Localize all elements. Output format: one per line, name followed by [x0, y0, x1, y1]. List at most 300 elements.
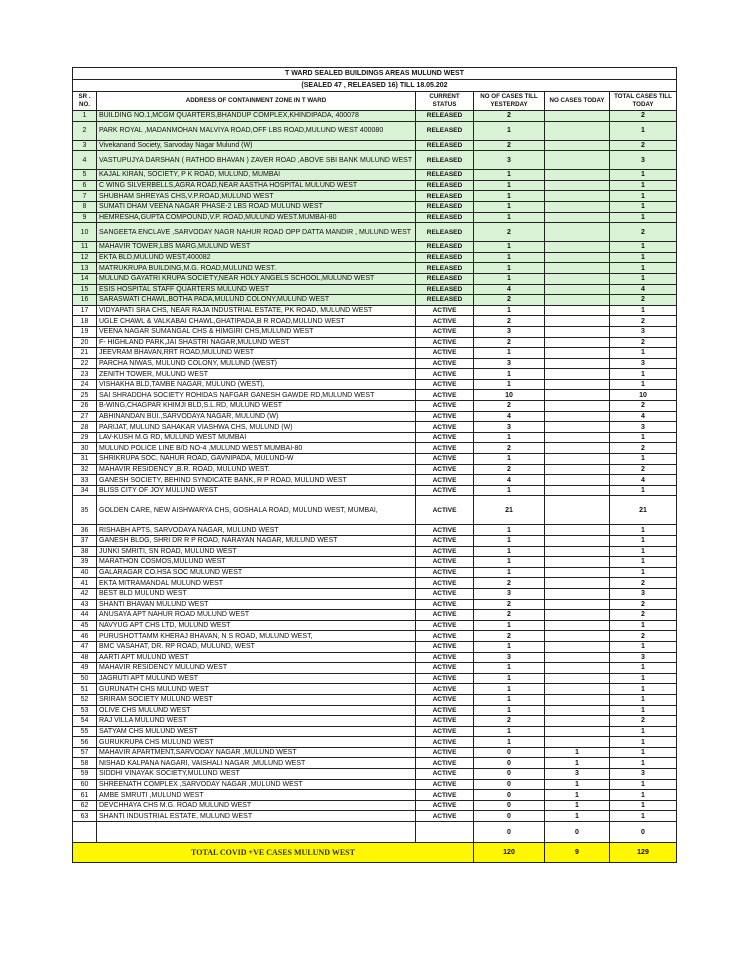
- row-sr-no: 23: [73, 369, 97, 380]
- row-sr-no: 56: [73, 737, 97, 748]
- row-total-cases: 1: [610, 454, 677, 465]
- row-sr-no: 12: [73, 252, 97, 263]
- row-total-cases: 2: [610, 610, 677, 621]
- row-total-cases: 1: [610, 737, 677, 748]
- blank-row: [73, 822, 677, 843]
- row-status: ACTIVE: [416, 567, 474, 578]
- row-address: SHUBHAM SHREYAS CHS,V.P.ROAD,MULUND WEST: [97, 191, 416, 202]
- row-status: ACTIVE: [416, 694, 474, 705]
- row-address: LAV-KUSH M.G RD, MULUND WEST MUMBAI: [97, 432, 416, 443]
- row-total-cases: 1: [610, 212, 677, 223]
- row-total-cases: 1: [610, 790, 677, 801]
- row-cases-today: [545, 716, 610, 727]
- row-total-cases: 2: [610, 464, 677, 475]
- row-address: MULUND POLICE LINE B/D NO-4 ,MULUND WEST MUMBAI-80: [97, 443, 416, 454]
- table-row: [73, 212, 677, 223]
- row-cases-yesterday: 3: [474, 422, 545, 433]
- row-sr-no: 36: [73, 525, 97, 536]
- row-address: AARTI APT MULUND WEST: [97, 652, 416, 663]
- row-total-cases: 2: [610, 295, 677, 306]
- row-sr-no: 45: [73, 620, 97, 631]
- row-total-cases: 3: [610, 769, 677, 780]
- row-cases-today: [545, 684, 610, 695]
- row-cases-today: [545, 464, 610, 475]
- row-address: RAJ VILLA MULUND WEST: [97, 716, 416, 727]
- row-cases-today: [545, 401, 610, 412]
- row-address: SHRIKRUPA SOC, NAHUR ROAD, GAVNIPADA, MULUND-W: [97, 454, 416, 465]
- table-row: [73, 422, 677, 433]
- row-cases-today: [545, 348, 610, 359]
- row-sr-no: 3: [73, 140, 97, 151]
- row-address: VISHAKHA BLD,TAMBE NAGAR, MULUND (WEST),: [97, 379, 416, 390]
- row-cases-yesterday: 1: [474, 673, 545, 684]
- row-cases-today: [545, 151, 610, 170]
- blank-address: [97, 822, 416, 843]
- row-total-cases: 2: [610, 316, 677, 327]
- row-cases-today: [545, 422, 610, 433]
- total-label: TOTAL COVID +VE CASES MULUND WEST: [73, 843, 474, 863]
- row-sr-no: 28: [73, 422, 97, 433]
- row-cases-today: [545, 536, 610, 547]
- row-cases-today: [545, 443, 610, 454]
- row-total-cases: 1: [610, 432, 677, 443]
- row-sr-no: 41: [73, 578, 97, 589]
- row-cases-today: 1: [545, 790, 610, 801]
- row-status: ACTIVE: [416, 475, 474, 486]
- row-status: RELEASED: [416, 295, 474, 306]
- row-address: GURUNATH CHS MULUND WEST: [97, 684, 416, 695]
- row-total-cases: 2: [610, 578, 677, 589]
- row-total-cases: 1: [610, 758, 677, 769]
- row-cases-yesterday: 4: [474, 475, 545, 486]
- row-sr-no: 33: [73, 475, 97, 486]
- row-total-cases: 1: [610, 620, 677, 631]
- row-cases-yesterday: 1: [474, 485, 545, 496]
- row-address: BLISS CITY OF JOY MULUND WEST: [97, 485, 416, 496]
- row-cases-today: [545, 201, 610, 212]
- row-total-cases: 1: [610, 641, 677, 652]
- row-total-cases: 1: [610, 263, 677, 274]
- row-address: ZENITH TOWER, MULUND WEST: [97, 369, 416, 380]
- header-total-cases: TOTAL CASES TILL TODAY: [610, 92, 677, 111]
- row-status: ACTIVE: [416, 716, 474, 727]
- row-total-cases: 1: [610, 252, 677, 263]
- table-row: [73, 348, 677, 359]
- containment-zone-table: [72, 67, 677, 863]
- row-status: RELEASED: [416, 140, 474, 151]
- row-address: BEST BLD MULUND WEST: [97, 588, 416, 599]
- table-row: [73, 111, 677, 122]
- header-address: ADDRESS OF CONTAINMENT ZONE IN T WARD: [97, 92, 416, 111]
- row-cases-today: [545, 252, 610, 263]
- row-status: ACTIVE: [416, 673, 474, 684]
- row-cases-today: 3: [545, 769, 610, 780]
- table-row: [73, 191, 677, 202]
- row-status: ACTIVE: [416, 779, 474, 790]
- row-status: ACTIVE: [416, 652, 474, 663]
- row-status: ACTIVE: [416, 443, 474, 454]
- row-address: JEEVRAM BHAVAN,RRT ROAD,MULUND WEST: [97, 348, 416, 359]
- row-cases-today: [545, 610, 610, 621]
- row-cases-yesterday: 1: [474, 252, 545, 263]
- row-total-cases: 1: [610, 726, 677, 737]
- row-address: GANESH SOCIETY, BEHIND SYNDICATE BANK, R P ROAD, MULUND WEST: [97, 475, 416, 486]
- table-row: [73, 811, 677, 822]
- row-address: SAI SHRADDHA SOCIETY ROHIDAS NAFGAR GANESH GAWDE RD,MULUND WEST: [97, 390, 416, 401]
- row-total-cases: 21: [610, 496, 677, 525]
- row-total-cases: 1: [610, 694, 677, 705]
- row-status: ACTIVE: [416, 496, 474, 525]
- row-address: PURUSHOTTAMM KHERAJ BHAVAN, N S ROAD, MULUND WEST,: [97, 631, 416, 642]
- row-sr-no: 20: [73, 337, 97, 348]
- header-status: CURRENT STATUS: [416, 92, 474, 111]
- row-sr-no: 5: [73, 170, 97, 181]
- table-row: [73, 769, 677, 780]
- row-total-cases: 1: [610, 567, 677, 578]
- row-cases-yesterday: 3: [474, 151, 545, 170]
- total-cases-till-today: 129: [610, 843, 677, 863]
- table-row: [73, 151, 677, 170]
- row-sr-no: 24: [73, 379, 97, 390]
- row-total-cases: 1: [610, 779, 677, 790]
- row-address: SHANTI INDUSTRIAL ESTATE, MULUND WEST: [97, 811, 416, 822]
- header-sr-no: SR . NO.: [73, 92, 97, 111]
- row-sr-no: 63: [73, 811, 97, 822]
- row-cases-today: 1: [545, 779, 610, 790]
- row-cases-yesterday: 1: [474, 170, 545, 181]
- row-cases-yesterday: 2: [474, 295, 545, 306]
- row-status: ACTIVE: [416, 578, 474, 589]
- table-row: [73, 705, 677, 716]
- row-address: MAHAVIR TOWER,LBS MARG,MULUND WEST: [97, 242, 416, 253]
- row-sr-no: 21: [73, 348, 97, 359]
- row-total-cases: 3: [610, 422, 677, 433]
- row-cases-yesterday: 1: [474, 737, 545, 748]
- row-cases-yesterday: 1: [474, 726, 545, 737]
- row-total-cases: 1: [610, 747, 677, 758]
- row-status: ACTIVE: [416, 758, 474, 769]
- row-status: ACTIVE: [416, 631, 474, 642]
- row-total-cases: 1: [610, 369, 677, 380]
- row-address: B-WING,CHAGPAR KHIMJI BLD,S.L.RD, MULUND WEST: [97, 401, 416, 412]
- row-cases-today: [545, 212, 610, 223]
- row-total-cases: 2: [610, 716, 677, 727]
- row-address: VIDYAPATI SRA CHS, NEAR RAJA INDUSTRIAL ESTATE, PK ROAD, MULUND WEST: [97, 305, 416, 316]
- row-cases-today: [545, 567, 610, 578]
- row-status: RELEASED: [416, 121, 474, 140]
- table-row: [73, 485, 677, 496]
- row-sr-no: 62: [73, 800, 97, 811]
- table-row: [73, 747, 677, 758]
- table-row: [73, 379, 677, 390]
- row-address: HEMRESHA,GUPTA COMPOUND,V.P. ROAD,MULUND WEST.MUMBAI-80: [97, 212, 416, 223]
- row-status: ACTIVE: [416, 390, 474, 401]
- row-cases-yesterday: 2: [474, 316, 545, 327]
- row-address: RISHABH APTS, SARVODAYA NAGAR, MULUND WEST: [97, 525, 416, 536]
- row-cases-today: [545, 641, 610, 652]
- row-cases-yesterday: 1: [474, 663, 545, 674]
- row-status: ACTIVE: [416, 422, 474, 433]
- row-cases-yesterday: 1: [474, 369, 545, 380]
- row-address: C WING SILVERBELLS,AGRA ROAD,NEAR AASTHA HOSPITAL MULUND WEST: [97, 180, 416, 191]
- row-sr-no: 35: [73, 496, 97, 525]
- row-address: UGLE CHAWL & VALKABAI CHAWL,GHATIPADA,B R ROAD,MULUND WEST: [97, 316, 416, 327]
- row-cases-yesterday: 2: [474, 599, 545, 610]
- row-address: ANUSAYA APT NAHUR ROAD MULUND WEST: [97, 610, 416, 621]
- row-sr-no: 7: [73, 191, 97, 202]
- row-cases-today: [545, 305, 610, 316]
- row-address: PARK ROYAL ,MADANMOHAN MALVIYA ROAD,OFF LBS ROAD,MULUND WEST 400080: [97, 121, 416, 140]
- table-row: [73, 140, 677, 151]
- row-address: GANESH BLDG, SHRI DR R P ROAD, NARAYAN NAGAR, MULUND WEST: [97, 536, 416, 547]
- table-row: [73, 201, 677, 212]
- row-total-cases: 1: [610, 684, 677, 695]
- row-cases-yesterday: 1: [474, 694, 545, 705]
- row-status: RELEASED: [416, 242, 474, 253]
- table-row: [73, 305, 677, 316]
- row-total-cases: 1: [610, 180, 677, 191]
- row-total-cases: 1: [610, 242, 677, 253]
- row-cases-today: [545, 432, 610, 443]
- row-sr-no: 58: [73, 758, 97, 769]
- header-cases-today: NO CASES TODAY: [545, 92, 610, 111]
- row-status: RELEASED: [416, 191, 474, 202]
- row-address: EKTA BLD,MULUND WEST,400082: [97, 252, 416, 263]
- row-status: ACTIVE: [416, 358, 474, 369]
- row-total-cases: 2: [610, 631, 677, 642]
- row-cases-yesterday: 1: [474, 121, 545, 140]
- table-row: [73, 652, 677, 663]
- row-cases-today: [545, 620, 610, 631]
- row-cases-yesterday: 3: [474, 652, 545, 663]
- row-address: GALARAGAR CO.HSA SOC MULUND WEST: [97, 567, 416, 578]
- row-address: OLIVE CHS MULUND WEST: [97, 705, 416, 716]
- row-cases-yesterday: 0: [474, 747, 545, 758]
- row-sr-no: 44: [73, 610, 97, 621]
- row-sr-no: 32: [73, 464, 97, 475]
- row-address: JUNKI SMRITI, SN ROAD, MULUND WEST: [97, 546, 416, 557]
- row-total-cases: 1: [610, 673, 677, 684]
- row-address: GOLDEN CARE, NEW AISHWARYA CHS, GOSHALA ROAD, MULUND WEST, MUMBAI,: [97, 496, 416, 525]
- row-address: ABHINANDAN BUI.,SARVODAYA NAGAR, MULUND (W): [97, 411, 416, 422]
- row-cases-yesterday: 3: [474, 358, 545, 369]
- row-status: ACTIVE: [416, 663, 474, 674]
- row-status: ACTIVE: [416, 557, 474, 568]
- table-row: [73, 620, 677, 631]
- row-address: PARIJAT, MULUND SAHAKAR VIASHWA CHS, MULUND (W): [97, 422, 416, 433]
- row-cases-today: [545, 316, 610, 327]
- row-status: RELEASED: [416, 201, 474, 212]
- row-total-cases: 1: [610, 201, 677, 212]
- row-sr-no: 18: [73, 316, 97, 327]
- row-cases-today: [545, 379, 610, 390]
- row-address: BUILDING NO.1,MCGM QUARTERS,BHANDUP COMPLEX,KHINDIPADA, 400078: [97, 111, 416, 122]
- row-cases-yesterday: 0: [474, 811, 545, 822]
- row-cases-yesterday: 0: [474, 769, 545, 780]
- row-cases-yesterday: 1: [474, 546, 545, 557]
- row-cases-yesterday: 1: [474, 201, 545, 212]
- row-total-cases: 1: [610, 800, 677, 811]
- total-row: [73, 843, 677, 863]
- row-sr-no: 13: [73, 263, 97, 274]
- row-status: RELEASED: [416, 170, 474, 181]
- row-cases-yesterday: 2: [474, 631, 545, 642]
- row-cases-yesterday: 2: [474, 140, 545, 151]
- row-address: MARATHON COSMOS,MULUND WEST: [97, 557, 416, 568]
- table-row: [73, 284, 677, 295]
- row-sr-no: 49: [73, 663, 97, 674]
- row-cases-yesterday: 2: [474, 578, 545, 589]
- table-row: [73, 496, 677, 525]
- row-cases-today: [545, 663, 610, 674]
- row-total-cases: 2: [610, 401, 677, 412]
- row-status: ACTIVE: [416, 379, 474, 390]
- row-sr-no: 25: [73, 390, 97, 401]
- row-cases-today: [545, 525, 610, 536]
- row-total-cases: 3: [610, 588, 677, 599]
- table-row: [73, 273, 677, 284]
- row-sr-no: 14: [73, 273, 97, 284]
- row-status: ACTIVE: [416, 305, 474, 316]
- row-total-cases: 1: [610, 191, 677, 202]
- blank-cases-today: 0: [545, 822, 610, 843]
- total-cases-yesterday: 120: [474, 843, 545, 863]
- row-address: PARCHA NIWAS, MULUND COLONY, MULUND (WEST): [97, 358, 416, 369]
- row-sr-no: 53: [73, 705, 97, 716]
- row-cases-today: [545, 588, 610, 599]
- row-sr-no: 60: [73, 779, 97, 790]
- row-status: ACTIVE: [416, 536, 474, 547]
- row-status: ACTIVE: [416, 620, 474, 631]
- row-address: Vivekanand Society, Sarvoday Nagar Mulund (W): [97, 140, 416, 151]
- row-total-cases: 1: [610, 170, 677, 181]
- row-status: ACTIVE: [416, 401, 474, 412]
- row-sr-no: 39: [73, 557, 97, 568]
- row-status: ACTIVE: [416, 811, 474, 822]
- row-cases-yesterday: 1: [474, 212, 545, 223]
- row-sr-no: 42: [73, 588, 97, 599]
- row-cases-yesterday: 1: [474, 305, 545, 316]
- row-sr-no: 17: [73, 305, 97, 316]
- row-cases-yesterday: 1: [474, 705, 545, 716]
- row-total-cases: 1: [610, 485, 677, 496]
- table-row: [73, 316, 677, 327]
- blank-total-cases: 0: [610, 822, 677, 843]
- row-status: RELEASED: [416, 111, 474, 122]
- row-cases-yesterday: 10: [474, 390, 545, 401]
- table-row: [73, 295, 677, 306]
- row-address: AMBE SMRUTI ,MULUND WEST: [97, 790, 416, 801]
- table-row: [73, 443, 677, 454]
- row-cases-today: 1: [545, 747, 610, 758]
- table-row: [73, 726, 677, 737]
- row-sr-no: 2: [73, 121, 97, 140]
- row-cases-yesterday: 2: [474, 464, 545, 475]
- row-address: F- HIGHLAND PARK,JAI SHASTRI NAGAR,MULUND WEST: [97, 337, 416, 348]
- row-sr-no: 22: [73, 358, 97, 369]
- row-cases-yesterday: 21: [474, 496, 545, 525]
- row-address: MATRUKRUPA BUILDING,M.G. ROAD,MULUND WEST.: [97, 263, 416, 274]
- row-status: ACTIVE: [416, 737, 474, 748]
- row-cases-today: [545, 242, 610, 253]
- row-total-cases: 1: [610, 557, 677, 568]
- row-sr-no: 54: [73, 716, 97, 727]
- row-cases-today: 1: [545, 758, 610, 769]
- row-status: ACTIVE: [416, 316, 474, 327]
- total-cases-today: 9: [545, 843, 610, 863]
- row-cases-yesterday: 3: [474, 588, 545, 599]
- table-row: [73, 326, 677, 337]
- blank-status: [416, 822, 474, 843]
- row-cases-today: [545, 121, 610, 140]
- row-cases-today: [545, 337, 610, 348]
- row-sr-no: 50: [73, 673, 97, 684]
- row-cases-today: [545, 140, 610, 151]
- table-row: [73, 223, 677, 242]
- row-status: ACTIVE: [416, 432, 474, 443]
- row-sr-no: 48: [73, 652, 97, 663]
- row-status: ACTIVE: [416, 337, 474, 348]
- row-address: DEVCHHAYA CHS M.G. ROAD MULUND WEST: [97, 800, 416, 811]
- row-address: NAVYUG APT CHS LTD, MULUND WEST: [97, 620, 416, 631]
- row-sr-no: 6: [73, 180, 97, 191]
- row-sr-no: 30: [73, 443, 97, 454]
- row-total-cases: 3: [610, 358, 677, 369]
- row-cases-yesterday: 2: [474, 337, 545, 348]
- row-sr-no: 4: [73, 151, 97, 170]
- row-cases-today: [545, 485, 610, 496]
- row-cases-today: [545, 673, 610, 684]
- table-title: T WARD SEALED BUILDINGS AREAS MULUND WEST: [73, 68, 677, 80]
- row-address: SIDDHI VINAYAK SOCIETY,MULUND WEST: [97, 769, 416, 780]
- row-sr-no: 31: [73, 454, 97, 465]
- row-cases-today: [545, 726, 610, 737]
- row-status: ACTIVE: [416, 588, 474, 599]
- row-address: MAHAVIR RESIDENCY MULUND WEST: [97, 663, 416, 674]
- row-status: ACTIVE: [416, 599, 474, 610]
- row-cases-today: [545, 546, 610, 557]
- row-status: RELEASED: [416, 284, 474, 295]
- row-cases-yesterday: 1: [474, 525, 545, 536]
- row-status: RELEASED: [416, 212, 474, 223]
- row-status: ACTIVE: [416, 454, 474, 465]
- row-status: ACTIVE: [416, 348, 474, 359]
- row-cases-yesterday: 4: [474, 411, 545, 422]
- row-sr-no: 11: [73, 242, 97, 253]
- header-cases-yesterday: NO OF CASES TILL YESTERDAY: [474, 92, 545, 111]
- row-address: SUMATI DHAM VEENA NAGAR PHASE-2 LBS ROAD MULUND WEST: [97, 201, 416, 212]
- row-cases-yesterday: 1: [474, 567, 545, 578]
- row-status: RELEASED: [416, 273, 474, 284]
- row-sr-no: 8: [73, 201, 97, 212]
- row-cases-today: [545, 578, 610, 589]
- row-address: SHANTI BHAVAN MULUND WEST: [97, 599, 416, 610]
- row-status: ACTIVE: [416, 326, 474, 337]
- row-total-cases: 1: [610, 536, 677, 547]
- row-cases-yesterday: 1: [474, 684, 545, 695]
- row-status: ACTIVE: [416, 485, 474, 496]
- row-status: RELEASED: [416, 252, 474, 263]
- row-status: RELEASED: [416, 151, 474, 170]
- row-cases-today: [545, 652, 610, 663]
- table-row: [73, 369, 677, 380]
- row-status: ACTIVE: [416, 684, 474, 695]
- row-sr-no: 57: [73, 747, 97, 758]
- row-status: ACTIVE: [416, 411, 474, 422]
- row-cases-yesterday: 1: [474, 536, 545, 547]
- row-cases-yesterday: 2: [474, 401, 545, 412]
- row-cases-today: [545, 295, 610, 306]
